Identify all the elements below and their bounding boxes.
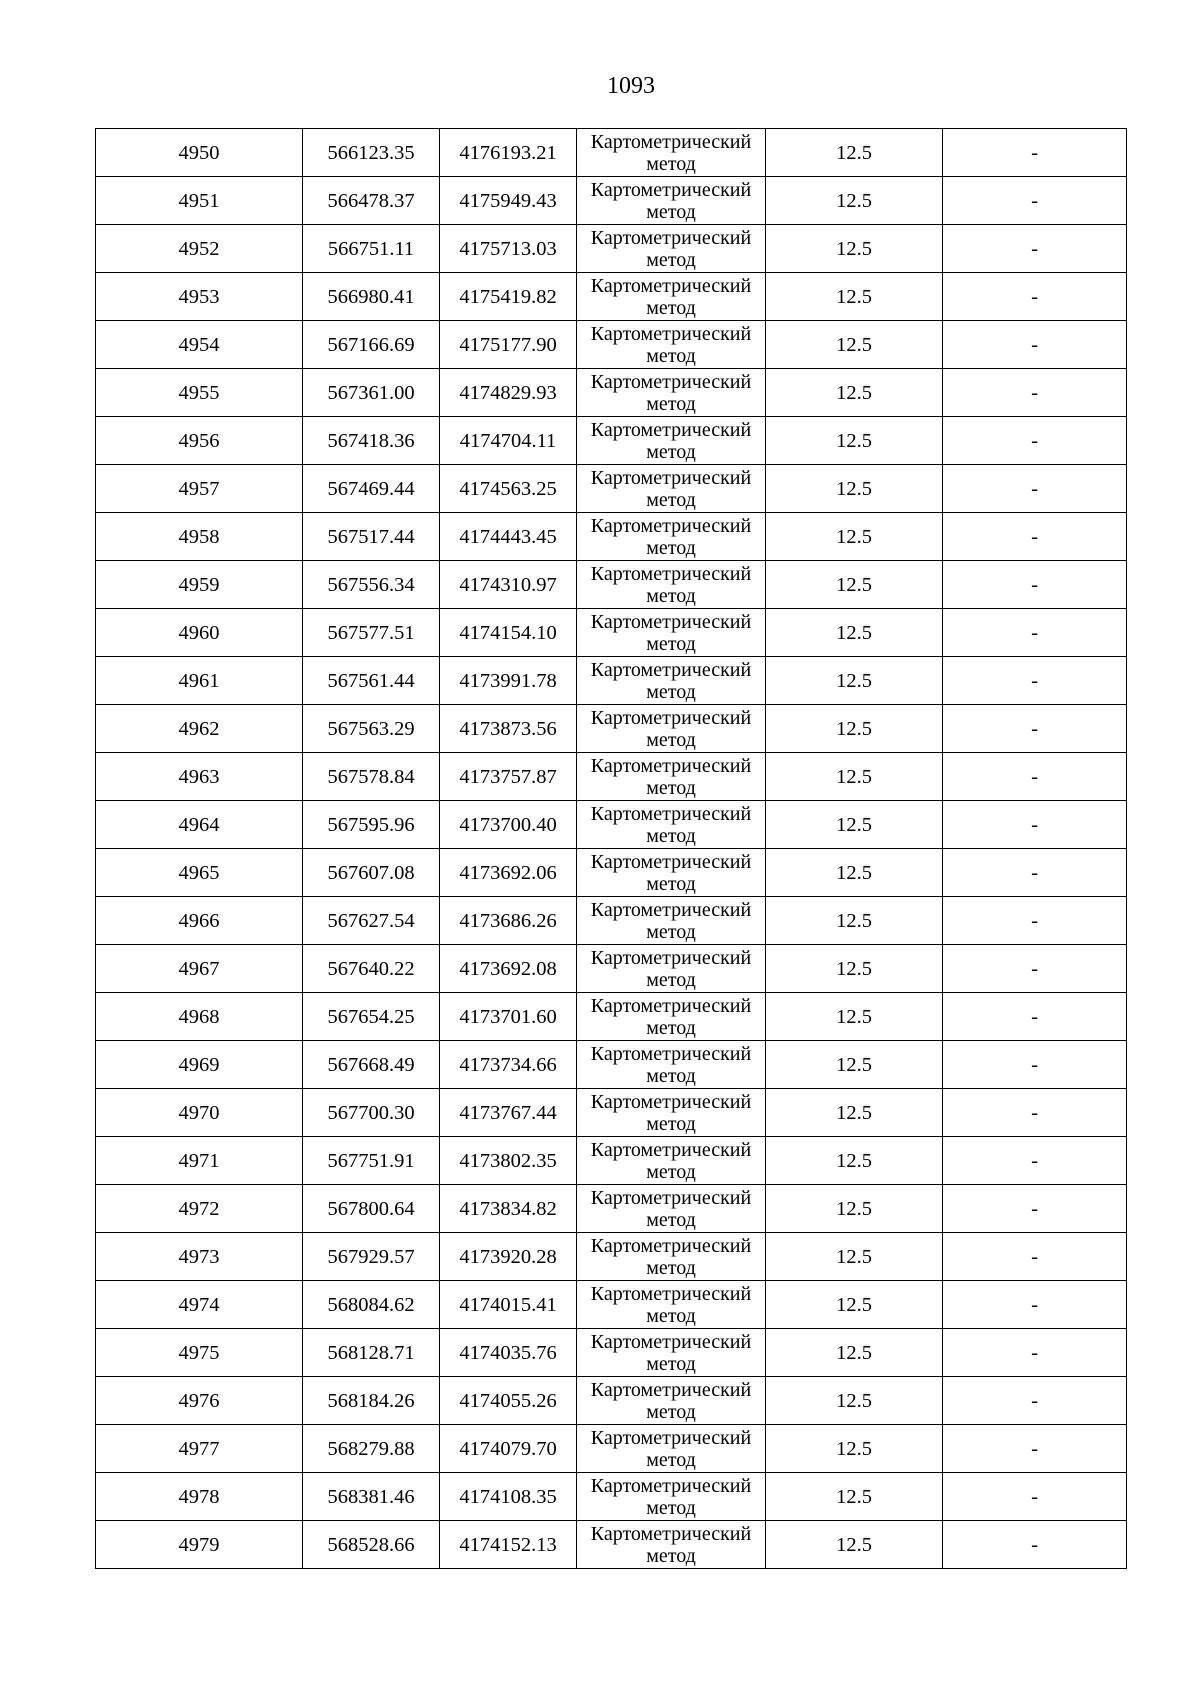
method-cell <box>577 945 766 993</box>
method-cell <box>577 849 766 897</box>
table-row <box>96 753 1127 801</box>
accuracy-cell: 12.5 <box>766 801 943 849</box>
y-coordinate-cell: 4175949.43 <box>440 177 577 225</box>
note-cell: - <box>943 753 1127 801</box>
note-cell: - <box>943 609 1127 657</box>
method-cell <box>577 1185 766 1233</box>
x-coordinate-cell: 567556.34 <box>303 561 440 609</box>
note-cell: - <box>943 273 1127 321</box>
x-coordinate-cell: 567640.22 <box>303 945 440 993</box>
method-line-1: Картометрический <box>590 610 752 633</box>
y-coordinate-cell: 4174079.70 <box>440 1425 577 1473</box>
x-coordinate-cell: 568084.62 <box>303 1281 440 1329</box>
method-line-2: метод <box>646 440 696 463</box>
point-number-cell: 4979 <box>96 1521 303 1569</box>
point-number-cell: 4958 <box>96 513 303 561</box>
y-coordinate-cell: 4174055.26 <box>440 1377 577 1425</box>
method-line-2: метод <box>646 1544 696 1567</box>
table-row <box>96 129 1127 177</box>
method-line-1: Картометрический <box>590 178 752 201</box>
coordinates-table <box>95 128 1127 1569</box>
table-row <box>96 1233 1127 1281</box>
y-coordinate-cell: 4173834.82 <box>440 1185 577 1233</box>
note-cell: - <box>943 705 1127 753</box>
method-line-2: метод <box>646 584 696 607</box>
accuracy-cell: 12.5 <box>766 225 943 273</box>
method-line-1: Картометрический <box>590 946 752 969</box>
accuracy-cell: 12.5 <box>766 849 943 897</box>
x-coordinate-cell: 567700.30 <box>303 1089 440 1137</box>
method-line-1: Картометрический <box>590 514 752 537</box>
point-number-cell: 4978 <box>96 1473 303 1521</box>
point-number-cell: 4954 <box>96 321 303 369</box>
method-cell <box>577 417 766 465</box>
point-number-cell: 4972 <box>96 1185 303 1233</box>
method-cell <box>577 1233 766 1281</box>
method-line-1: Картометрический <box>590 370 752 393</box>
method-cell <box>577 657 766 705</box>
accuracy-cell: 12.5 <box>766 273 943 321</box>
table-row <box>96 609 1127 657</box>
x-coordinate-cell: 566751.11 <box>303 225 440 273</box>
y-coordinate-cell: 4173920.28 <box>440 1233 577 1281</box>
note-cell: - <box>943 1233 1127 1281</box>
y-coordinate-cell: 4174704.11 <box>440 417 577 465</box>
note-cell: - <box>943 465 1127 513</box>
method-line-2: метод <box>646 1112 696 1135</box>
note-cell: - <box>943 417 1127 465</box>
method-cell <box>577 897 766 945</box>
note-cell: - <box>943 369 1127 417</box>
method-cell <box>577 177 766 225</box>
point-number-cell: 4961 <box>96 657 303 705</box>
table-row <box>96 1185 1127 1233</box>
method-cell <box>577 225 766 273</box>
table-row <box>96 897 1127 945</box>
method-line-1: Картометрический <box>590 1330 752 1353</box>
x-coordinate-cell: 568184.26 <box>303 1377 440 1425</box>
table-row <box>96 369 1127 417</box>
x-coordinate-cell: 568279.88 <box>303 1425 440 1473</box>
y-coordinate-cell: 4175177.90 <box>440 321 577 369</box>
point-number-cell: 4967 <box>96 945 303 993</box>
method-line-1: Картометрический <box>590 322 752 345</box>
x-coordinate-cell: 567577.51 <box>303 609 440 657</box>
y-coordinate-cell: 4174015.41 <box>440 1281 577 1329</box>
method-line-2: метод <box>646 680 696 703</box>
table-row <box>96 1089 1127 1137</box>
table-row <box>96 225 1127 273</box>
note-cell: - <box>943 225 1127 273</box>
point-number-cell: 4969 <box>96 1041 303 1089</box>
note-cell: - <box>943 177 1127 225</box>
note-cell: - <box>943 1473 1127 1521</box>
x-coordinate-cell: 567469.44 <box>303 465 440 513</box>
y-coordinate-cell: 4175713.03 <box>440 225 577 273</box>
method-line-1: Картометрический <box>590 1474 752 1497</box>
method-line-1: Картометрический <box>590 1234 752 1257</box>
point-number-cell: 4974 <box>96 1281 303 1329</box>
method-line-1: Картометрический <box>590 1090 752 1113</box>
x-coordinate-cell: 566980.41 <box>303 273 440 321</box>
x-coordinate-cell: 567627.54 <box>303 897 440 945</box>
x-coordinate-cell: 567607.08 <box>303 849 440 897</box>
method-line-1: Картометрический <box>590 1042 752 1065</box>
method-line-2: метод <box>646 488 696 511</box>
method-line-2: метод <box>646 200 696 223</box>
x-coordinate-cell: 567517.44 <box>303 513 440 561</box>
x-coordinate-cell: 567166.69 <box>303 321 440 369</box>
method-line-2: метод <box>646 296 696 319</box>
x-coordinate-cell: 567654.25 <box>303 993 440 1041</box>
x-coordinate-cell: 567563.29 <box>303 705 440 753</box>
table-row <box>96 273 1127 321</box>
x-coordinate-cell: 567668.49 <box>303 1041 440 1089</box>
method-line-1: Картометрический <box>590 1138 752 1161</box>
accuracy-cell: 12.5 <box>766 705 943 753</box>
method-line-1: Картометрический <box>590 1282 752 1305</box>
method-line-2: метод <box>646 344 696 367</box>
y-coordinate-cell: 4176193.21 <box>440 129 577 177</box>
method-cell <box>577 1089 766 1137</box>
method-line-2: метод <box>646 1304 696 1327</box>
point-number-cell: 4966 <box>96 897 303 945</box>
point-number-cell: 4968 <box>96 993 303 1041</box>
point-number-cell: 4965 <box>96 849 303 897</box>
x-coordinate-cell: 566478.37 <box>303 177 440 225</box>
table-row <box>96 177 1127 225</box>
accuracy-cell: 12.5 <box>766 753 943 801</box>
y-coordinate-cell: 4173802.35 <box>440 1137 577 1185</box>
accuracy-cell: 12.5 <box>766 513 943 561</box>
x-coordinate-cell: 567929.57 <box>303 1233 440 1281</box>
y-coordinate-cell: 4174152.13 <box>440 1521 577 1569</box>
note-cell: - <box>943 1137 1127 1185</box>
accuracy-cell: 12.5 <box>766 1425 943 1473</box>
y-coordinate-cell: 4174035.76 <box>440 1329 577 1377</box>
method-cell <box>577 705 766 753</box>
point-number-cell: 4975 <box>96 1329 303 1377</box>
table-row <box>96 801 1127 849</box>
note-cell: - <box>943 1329 1127 1377</box>
x-coordinate-cell: 567418.36 <box>303 417 440 465</box>
method-cell <box>577 129 766 177</box>
accuracy-cell: 12.5 <box>766 1329 943 1377</box>
method-cell <box>577 321 766 369</box>
method-line-1: Картометрический <box>590 754 752 777</box>
accuracy-cell: 12.5 <box>766 1473 943 1521</box>
note-cell: - <box>943 1089 1127 1137</box>
note-cell: - <box>943 1281 1127 1329</box>
table-row <box>96 849 1127 897</box>
method-line-2: метод <box>646 1160 696 1183</box>
method-cell <box>577 801 766 849</box>
method-line-2: метод <box>646 1064 696 1087</box>
y-coordinate-cell: 4173767.44 <box>440 1089 577 1137</box>
method-line-1: Картометрический <box>590 466 752 489</box>
method-line-2: метод <box>646 1448 696 1471</box>
accuracy-cell: 12.5 <box>766 609 943 657</box>
method-line-1: Картометрический <box>590 1186 752 1209</box>
method-line-1: Картометрический <box>590 1378 752 1401</box>
method-cell <box>577 1473 766 1521</box>
point-number-cell: 4976 <box>96 1377 303 1425</box>
method-line-2: метод <box>646 536 696 559</box>
x-coordinate-cell: 567578.84 <box>303 753 440 801</box>
table-row <box>96 993 1127 1041</box>
method-cell <box>577 1041 766 1089</box>
point-number-cell: 4955 <box>96 369 303 417</box>
x-coordinate-cell: 567751.91 <box>303 1137 440 1185</box>
y-coordinate-cell: 4174108.35 <box>440 1473 577 1521</box>
table-row <box>96 465 1127 513</box>
note-cell: - <box>943 1521 1127 1569</box>
method-line-2: метод <box>646 776 696 799</box>
table-row <box>96 561 1127 609</box>
point-number-cell: 4977 <box>96 1425 303 1473</box>
method-cell <box>577 1281 766 1329</box>
note-cell: - <box>943 321 1127 369</box>
method-cell <box>577 1521 766 1569</box>
method-line-2: метод <box>646 1208 696 1231</box>
accuracy-cell: 12.5 <box>766 1377 943 1425</box>
method-cell <box>577 1329 766 1377</box>
method-cell <box>577 993 766 1041</box>
note-cell: - <box>943 993 1127 1041</box>
y-coordinate-cell: 4174563.25 <box>440 465 577 513</box>
note-cell: - <box>943 513 1127 561</box>
point-number-cell: 4950 <box>96 129 303 177</box>
x-coordinate-cell: 567595.96 <box>303 801 440 849</box>
note-cell: - <box>943 945 1127 993</box>
table-row <box>96 1377 1127 1425</box>
point-number-cell: 4956 <box>96 417 303 465</box>
method-line-1: Картометрический <box>590 898 752 921</box>
method-cell <box>577 1377 766 1425</box>
accuracy-cell: 12.5 <box>766 993 943 1041</box>
y-coordinate-cell: 4173757.87 <box>440 753 577 801</box>
note-cell: - <box>943 897 1127 945</box>
table-row <box>96 1281 1127 1329</box>
method-line-1: Картометрический <box>590 658 752 681</box>
accuracy-cell: 12.5 <box>766 417 943 465</box>
y-coordinate-cell: 4173873.56 <box>440 705 577 753</box>
point-number-cell: 4964 <box>96 801 303 849</box>
y-coordinate-cell: 4173700.40 <box>440 801 577 849</box>
method-line-2: метод <box>646 248 696 271</box>
note-cell: - <box>943 849 1127 897</box>
method-line-2: метод <box>646 152 696 175</box>
x-coordinate-cell: 568381.46 <box>303 1473 440 1521</box>
point-number-cell: 4971 <box>96 1137 303 1185</box>
x-coordinate-cell: 567561.44 <box>303 657 440 705</box>
note-cell: - <box>943 1377 1127 1425</box>
accuracy-cell: 12.5 <box>766 897 943 945</box>
table-row <box>96 1521 1127 1569</box>
method-cell <box>577 513 766 561</box>
point-number-cell: 4959 <box>96 561 303 609</box>
accuracy-cell: 12.5 <box>766 465 943 513</box>
point-number-cell: 4970 <box>96 1089 303 1137</box>
y-coordinate-cell: 4173991.78 <box>440 657 577 705</box>
y-coordinate-cell: 4173692.06 <box>440 849 577 897</box>
y-coordinate-cell: 4174829.93 <box>440 369 577 417</box>
method-line-1: Картометрический <box>590 226 752 249</box>
method-cell <box>577 561 766 609</box>
accuracy-cell: 12.5 <box>766 1137 943 1185</box>
table-row <box>96 1473 1127 1521</box>
method-line-1: Картометрический <box>590 562 752 585</box>
accuracy-cell: 12.5 <box>766 369 943 417</box>
method-line-2: метод <box>646 1400 696 1423</box>
x-coordinate-cell: 567800.64 <box>303 1185 440 1233</box>
method-line-2: метод <box>646 728 696 751</box>
page-number: 1093 <box>607 73 655 99</box>
method-line-2: метод <box>646 872 696 895</box>
method-line-2: метод <box>646 1352 696 1375</box>
method-line-2: метод <box>646 392 696 415</box>
point-number-cell: 4957 <box>96 465 303 513</box>
x-coordinate-cell: 568528.66 <box>303 1521 440 1569</box>
table-row <box>96 417 1127 465</box>
method-line-1: Картометрический <box>590 850 752 873</box>
table-row <box>96 705 1127 753</box>
method-line-2: метод <box>646 824 696 847</box>
y-coordinate-cell: 4173692.08 <box>440 945 577 993</box>
accuracy-cell: 12.5 <box>766 1089 943 1137</box>
y-coordinate-cell: 4173734.66 <box>440 1041 577 1089</box>
y-coordinate-cell: 4174443.45 <box>440 513 577 561</box>
method-line-2: метод <box>646 1016 696 1039</box>
table-row <box>96 1041 1127 1089</box>
method-line-2: метод <box>646 920 696 943</box>
y-coordinate-cell: 4173686.26 <box>440 897 577 945</box>
point-number-cell: 4963 <box>96 753 303 801</box>
method-line-1: Картометрический <box>590 994 752 1017</box>
note-cell: - <box>943 801 1127 849</box>
accuracy-cell: 12.5 <box>766 321 943 369</box>
accuracy-cell: 12.5 <box>766 177 943 225</box>
method-cell <box>577 369 766 417</box>
accuracy-cell: 12.5 <box>766 561 943 609</box>
x-coordinate-cell: 568128.71 <box>303 1329 440 1377</box>
point-number-cell: 4953 <box>96 273 303 321</box>
accuracy-cell: 12.5 <box>766 1281 943 1329</box>
table-row <box>96 321 1127 369</box>
method-cell <box>577 273 766 321</box>
y-coordinate-cell: 4175419.82 <box>440 273 577 321</box>
point-number-cell: 4960 <box>96 609 303 657</box>
y-coordinate-cell: 4174154.10 <box>440 609 577 657</box>
table-row <box>96 513 1127 561</box>
point-number-cell: 4962 <box>96 705 303 753</box>
accuracy-cell: 12.5 <box>766 1041 943 1089</box>
method-line-1: Картометрический <box>590 1426 752 1449</box>
method-line-1: Картометрический <box>590 274 752 297</box>
table-row <box>96 657 1127 705</box>
table-row <box>96 1137 1127 1185</box>
method-cell <box>577 1137 766 1185</box>
accuracy-cell: 12.5 <box>766 1233 943 1281</box>
method-line-2: метод <box>646 1256 696 1279</box>
accuracy-cell: 12.5 <box>766 945 943 993</box>
note-cell: - <box>943 129 1127 177</box>
method-cell <box>577 753 766 801</box>
method-line-1: Картометрический <box>590 418 752 441</box>
note-cell: - <box>943 1425 1127 1473</box>
accuracy-cell: 12.5 <box>766 1185 943 1233</box>
x-coordinate-cell: 566123.35 <box>303 129 440 177</box>
method-line-1: Картометрический <box>590 1522 752 1545</box>
table-row <box>96 945 1127 993</box>
method-line-1: Картометрический <box>590 130 752 153</box>
accuracy-cell: 12.5 <box>766 1521 943 1569</box>
note-cell: - <box>943 1041 1127 1089</box>
method-line-1: Картометрический <box>590 802 752 825</box>
method-line-2: метод <box>646 968 696 991</box>
x-coordinate-cell: 567361.00 <box>303 369 440 417</box>
table-row <box>96 1329 1127 1377</box>
method-cell <box>577 1425 766 1473</box>
point-number-cell: 4952 <box>96 225 303 273</box>
method-cell <box>577 465 766 513</box>
note-cell: - <box>943 1185 1127 1233</box>
coordinates-table-body <box>96 129 1127 1569</box>
note-cell: - <box>943 657 1127 705</box>
accuracy-cell: 12.5 <box>766 657 943 705</box>
method-line-2: метод <box>646 632 696 655</box>
y-coordinate-cell: 4174310.97 <box>440 561 577 609</box>
method-line-2: метод <box>646 1496 696 1519</box>
table-row <box>96 1425 1127 1473</box>
point-number-cell: 4973 <box>96 1233 303 1281</box>
method-cell <box>577 609 766 657</box>
y-coordinate-cell: 4173701.60 <box>440 993 577 1041</box>
accuracy-cell: 12.5 <box>766 129 943 177</box>
method-line-1: Картометрический <box>590 706 752 729</box>
note-cell: - <box>943 561 1127 609</box>
point-number-cell: 4951 <box>96 177 303 225</box>
